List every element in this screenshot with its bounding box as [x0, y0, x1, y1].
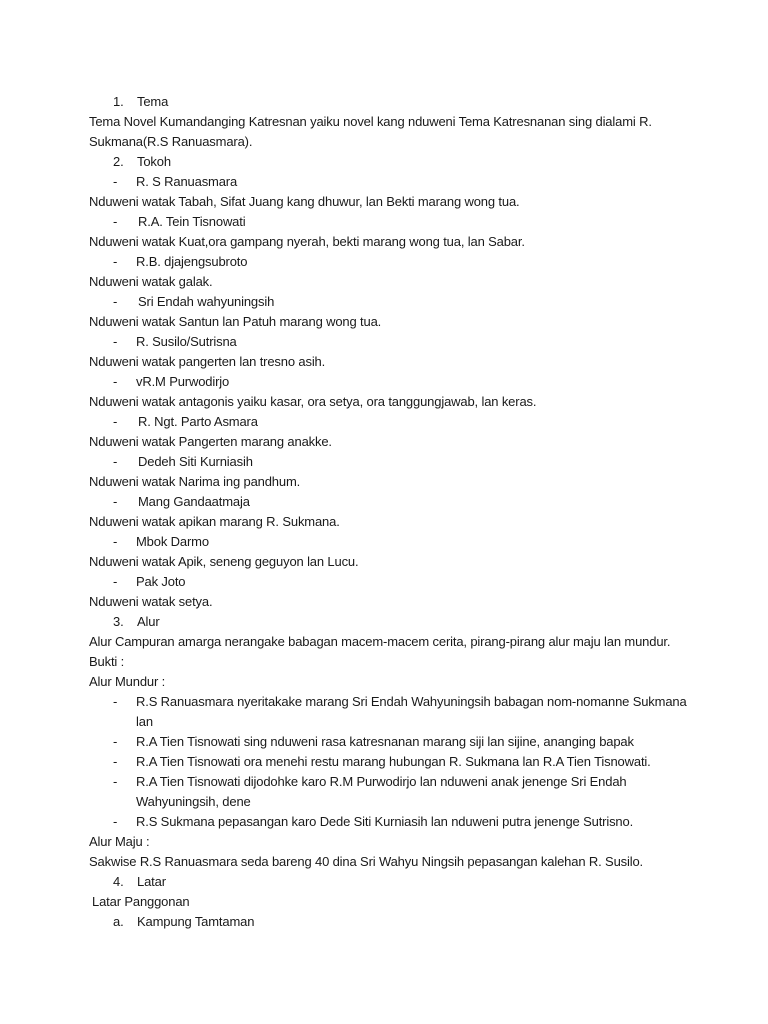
dash-bullet: -: [113, 214, 118, 229]
list-letter: a.: [113, 914, 124, 929]
section-title: Alur: [137, 614, 160, 629]
tema-paragraph: Tema Novel Kumandanging Katresnan yaiku novel kang nduweni Tema Katresnanan sing dialami R.: [89, 114, 652, 129]
alur-maju-paragraph: Sakwise R.S Ranuasmara seda bareng 40 dina Sri Wahyu Ningsih pepasangan kalehan R. Susilo.: [89, 854, 644, 869]
character-description: Nduweni watak Tabah, Sifat Juang kang dhuwur, lan Bekti marang wong tua.: [89, 194, 520, 209]
dash-bullet: -: [113, 814, 118, 829]
section-title: Latar: [137, 874, 166, 889]
character-name: - R. Susilo/Sutrisna: [0, 332, 768, 352]
dash-bullet: -: [113, 534, 118, 549]
section-title: Tokoh: [137, 154, 171, 169]
character-name: - Pak Joto: [0, 572, 768, 592]
dash-bullet: -: [113, 694, 118, 709]
alur-maju-heading: Alur Maju :: [89, 834, 150, 849]
character-description: Nduweni watak Santun lan Patuh marang wong tua.: [89, 314, 382, 329]
character-name: - R. S Ranuasmara: [0, 172, 768, 192]
character-name: - R. Ngt. Parto Asmara: [0, 412, 768, 432]
character-description: Nduweni watak galak.: [89, 274, 213, 289]
dash-bullet: -: [113, 734, 118, 749]
section-number: 1.: [113, 94, 124, 109]
alur-mundur-item: - R.S Sukmana pepasangan karo Dede Siti Kurniasih lan nduweni putra jenenge Sutrisno.: [0, 812, 696, 832]
section-tokoh-heading: [0, 152, 768, 172]
dash-bullet: -: [113, 254, 118, 269]
character-description: Nduweni watak pangerten lan tresno asih.: [89, 354, 326, 369]
character-description: Nduweni watak Kuat,ora gampang nyerah, bekti marang wong tua, lan Sabar.: [89, 234, 525, 249]
tema-paragraph-cont: Sukmana(R.S Ranuasmara).: [89, 134, 253, 149]
character-name: - Mbok Darmo: [0, 532, 768, 552]
alur-mundur-item: - R.A Tien Tisnowati dijodohke karo R.M Purwodirjo lan nduweni anak jenenge Sri Endah Wahyuningsih, dene: [113, 774, 627, 809]
character-name: - Mang Gandaatmaja: [0, 492, 768, 512]
character-description: Nduweni watak setya.: [89, 594, 213, 609]
alur-paragraph: Alur Campuran amarga nerangake babagan macem-macem cerita, pirang-pirang alur maju lan mundur.: [89, 634, 671, 649]
section-tema-heading: [0, 92, 768, 112]
dash-bullet: -: [113, 754, 118, 769]
dash-bullet: -: [113, 574, 118, 589]
character-name: - vR.M Purwodirjo: [0, 372, 768, 392]
section-number: 3.: [113, 614, 124, 629]
alur-mundur-item: - R.A Tien Tisnowati sing nduweni rasa katresnanan marang siji lan sijine, ananging bapak: [0, 732, 696, 752]
latar-panggonan-heading: Latar Panggonan: [92, 894, 190, 909]
dash-bullet: -: [113, 414, 118, 429]
section-number: 4.: [113, 874, 124, 889]
section-latar-heading: [0, 872, 768, 892]
character-description: Nduweni watak antagonis yaiku kasar, ora setya, ora tanggungjawab, lan keras.: [89, 394, 537, 409]
character-description: Nduweni watak Apik, seneng geguyon lan Lucu.: [89, 554, 359, 569]
dash-bullet: -: [113, 294, 118, 309]
latar-item: a. Kampung Tamtaman: [0, 912, 768, 932]
character-name: - Dedeh Siti Kurniasih: [0, 452, 768, 472]
dash-bullet: -: [113, 374, 118, 389]
dash-bullet: -: [113, 774, 118, 789]
section-title: Tema: [137, 94, 169, 109]
character-description: Nduweni watak Pangerten marang anakke.: [89, 434, 332, 449]
character-name: - R.A. Tein Tisnowati: [0, 212, 768, 232]
character-description: Nduweni watak Narima ing pandhum.: [89, 474, 301, 489]
alur-mundur-heading: Alur Mundur :: [89, 674, 166, 689]
alur-mundur-item: - R.S Ranuasmara nyeritakake marang Sri Endah Wahyuningsih babagan nom-nomanne Sukmana lan: [113, 694, 687, 729]
dash-bullet: -: [113, 334, 118, 349]
document-page: [0, 92, 768, 932]
dash-bullet: -: [113, 454, 118, 469]
character-name: - R.B. djajengsubroto: [0, 252, 768, 272]
alur-mundur-item: - R.A Tien Tisnowati ora menehi restu marang hubungan R. Sukmana lan R.A Tien Tisnowati.: [0, 752, 696, 772]
section-number: 2.: [113, 154, 124, 169]
section-alur-heading: [0, 612, 768, 632]
dash-bullet: -: [113, 494, 118, 509]
character-name: - Sri Endah wahyuningsih: [0, 292, 768, 312]
character-description: Nduweni watak apikan marang R. Sukmana.: [89, 514, 340, 529]
dash-bullet: -: [113, 174, 118, 189]
bukti-label: Bukti :: [89, 654, 125, 669]
